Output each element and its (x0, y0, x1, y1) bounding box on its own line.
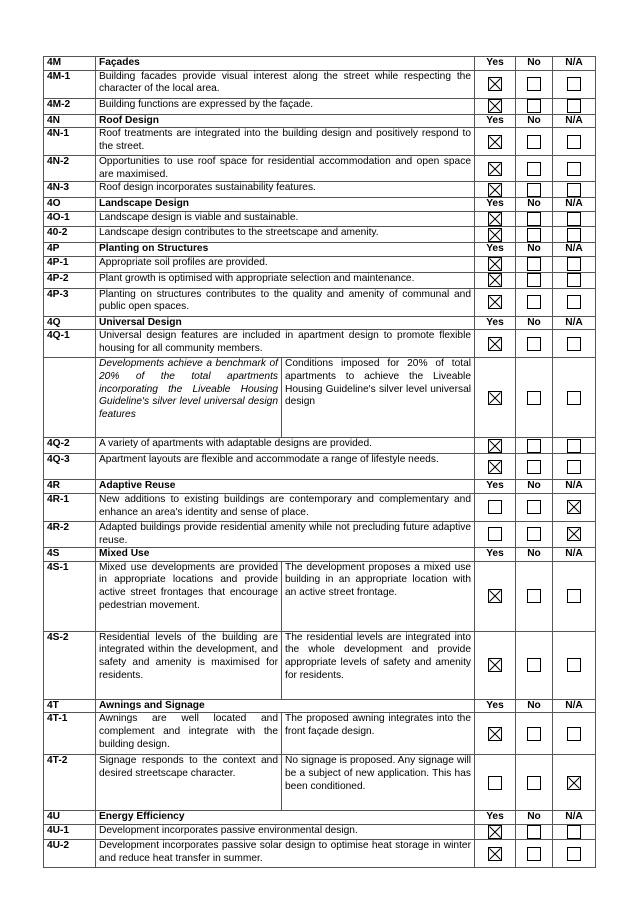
item-code: 4M-1 (44, 70, 96, 98)
na-cell (553, 256, 596, 272)
no-cell (516, 156, 553, 182)
checked-checkbox[interactable] (488, 273, 502, 287)
empty-checkbox[interactable] (567, 212, 581, 226)
empty-checkbox[interactable] (527, 228, 541, 242)
assessment-comment: The proposed awning integrates into the front façade design. (282, 713, 475, 755)
no-cell (516, 494, 553, 522)
criterion-text: Residential levels of the building are integrated within the development, and safety and amenity is maximised for residents. (96, 631, 282, 699)
checked-checkbox[interactable] (488, 183, 502, 197)
na-cell (553, 227, 596, 243)
empty-checkbox[interactable] (527, 527, 541, 541)
yes-cell (475, 825, 516, 840)
na-cell (553, 288, 596, 316)
empty-checkbox[interactable] (527, 77, 541, 91)
item-code: 40-2 (44, 227, 96, 243)
criterion-text: Roof treatments are integrated into the building design and positively respond to the street. (96, 128, 475, 156)
section-title: Universal Design (96, 316, 475, 330)
checked-checkbox[interactable] (488, 589, 502, 603)
section-code: 4Q (44, 316, 96, 330)
checked-checkbox[interactable] (488, 212, 502, 226)
empty-checkbox[interactable] (567, 228, 581, 242)
criterion-text: A variety of apartments with adaptable designs are provided. (96, 438, 475, 454)
section-header-4r (44, 480, 596, 494)
empty-checkbox[interactable] (527, 135, 541, 149)
no-cell (516, 330, 553, 358)
section-header-4p (44, 243, 596, 257)
criterion-text: Development incorporates passive solar design to optimise heat storage in winter and reduce heat transfer in summer. (96, 840, 475, 868)
yes-column-header: Yes (475, 699, 516, 713)
checked-checkbox[interactable] (567, 527, 581, 541)
empty-checkbox[interactable] (527, 847, 541, 861)
empty-checkbox[interactable] (527, 183, 541, 197)
no-cell (516, 70, 553, 98)
item-code: 4P-3 (44, 288, 96, 316)
yes-cell (475, 454, 516, 480)
section-title: Landscape Design (96, 198, 475, 212)
no-cell (516, 128, 553, 156)
empty-checkbox[interactable] (567, 135, 581, 149)
criterion-text: Landscape design contributes to the streetscape and amenity. (96, 227, 475, 243)
criterion-text: Universal design features are included in apartment design to promote flexible housing for all community members. (96, 330, 475, 358)
empty-checkbox[interactable] (527, 295, 541, 309)
no-cell (516, 840, 553, 868)
assessment-comment: The development proposes a mixed use building in an appropriate location with an active street frontage. (282, 561, 475, 631)
item-row (44, 211, 596, 226)
empty-checkbox[interactable] (567, 295, 581, 309)
criterion-text: New additions to existing buildings are contemporary and complementary and enhance an area's identity and sense of place. (96, 494, 475, 522)
na-column-header: N/A (553, 243, 596, 257)
checked-checkbox[interactable] (488, 825, 502, 839)
section-title: Mixed Use (96, 548, 475, 562)
no-column-header: No (516, 699, 553, 713)
section-header-4n (44, 114, 596, 128)
na-cell (553, 358, 596, 438)
section-title: Planting on Structures (96, 243, 475, 257)
item-row (44, 227, 596, 243)
item-code: 4S-1 (44, 561, 96, 631)
criterion-text: Apartment layouts are flexible and accommodate a range of lifestyle needs. (96, 454, 475, 480)
yes-column-header: Yes (475, 316, 516, 330)
no-cell (516, 713, 553, 755)
item-row (44, 70, 596, 98)
yes-cell (475, 494, 516, 522)
yes-cell (475, 755, 516, 811)
na-cell (553, 631, 596, 699)
item-code: 4P-1 (44, 256, 96, 272)
criterion-text: Building functions are expressed by the façade. (96, 98, 475, 114)
yes-cell (475, 256, 516, 272)
yes-column-header: Yes (475, 811, 516, 825)
section-code: 4R (44, 480, 96, 494)
no-cell (516, 182, 553, 198)
na-cell (553, 272, 596, 288)
design-compliance-table (43, 56, 596, 868)
empty-checkbox[interactable] (567, 460, 581, 474)
no-column-header: No (516, 811, 553, 825)
na-column-header: N/A (553, 699, 596, 713)
empty-checkbox[interactable] (567, 77, 581, 91)
na-cell (553, 522, 596, 548)
section-code: 4P (44, 243, 96, 257)
item-code: 4R-1 (44, 494, 96, 522)
section-code: 4N (44, 114, 96, 128)
yes-cell (475, 156, 516, 182)
checked-checkbox[interactable] (488, 727, 502, 741)
criterion-text: Developments achieve a benchmark of 20% of the total apartments incorporating the Liveable Housing Guideline's silver level universal design features (96, 358, 282, 438)
no-cell (516, 454, 553, 480)
empty-checkbox[interactable] (567, 825, 581, 839)
na-cell (553, 70, 596, 98)
no-cell (516, 825, 553, 840)
na-cell (553, 561, 596, 631)
checked-checkbox[interactable] (488, 337, 502, 351)
no-cell (516, 211, 553, 226)
section-code: 4T (44, 699, 96, 713)
empty-checkbox[interactable] (527, 439, 541, 453)
na-cell (553, 182, 596, 198)
no-cell (516, 522, 553, 548)
section-header-4u (44, 811, 596, 825)
yes-column-header: Yes (475, 198, 516, 212)
empty-checkbox[interactable] (527, 337, 541, 351)
section-code: 4O (44, 198, 96, 212)
checked-checkbox[interactable] (488, 460, 502, 474)
item-row (44, 256, 596, 272)
item-row (44, 755, 596, 811)
item-row (44, 561, 596, 631)
item-row (44, 522, 596, 548)
yes-cell (475, 288, 516, 316)
item-code: 4S-2 (44, 631, 96, 699)
item-row (44, 840, 596, 868)
no-cell (516, 256, 553, 272)
yes-cell (475, 840, 516, 868)
na-column-header: N/A (553, 114, 596, 128)
section-header-4s (44, 548, 596, 562)
yes-column-header: Yes (475, 57, 516, 71)
na-column-header: N/A (553, 480, 596, 494)
no-cell (516, 358, 553, 438)
item-row (44, 98, 596, 114)
section-title: Energy Efficiency (96, 811, 475, 825)
na-column-header: N/A (553, 57, 596, 71)
empty-checkbox[interactable] (567, 257, 581, 271)
section-header-4m (44, 57, 596, 71)
empty-checkbox[interactable] (527, 212, 541, 226)
item-row (44, 631, 596, 699)
checked-checkbox[interactable] (488, 99, 502, 113)
yes-cell (475, 358, 516, 438)
item-code: 4N-3 (44, 182, 96, 198)
empty-checkbox[interactable] (567, 727, 581, 741)
na-cell (553, 755, 596, 811)
na-column-header: N/A (553, 811, 596, 825)
item-row (44, 128, 596, 156)
item-code: 4N-1 (44, 128, 96, 156)
item-row (44, 330, 596, 358)
item-code: 4Q-2 (44, 438, 96, 454)
item-row (44, 494, 596, 522)
section-title: Awnings and Signage (96, 699, 475, 713)
empty-checkbox[interactable] (567, 658, 581, 672)
na-column-header: N/A (553, 316, 596, 330)
item-row (44, 825, 596, 840)
na-column-header: N/A (553, 198, 596, 212)
checked-checkbox[interactable] (488, 228, 502, 242)
yes-cell (475, 631, 516, 699)
assessment-comment: The residential levels are integrated into the whole development and provide appropriate levels of safety and amenity for residents. (282, 631, 475, 699)
no-cell (516, 631, 553, 699)
empty-checkbox[interactable] (567, 337, 581, 351)
na-cell (553, 454, 596, 480)
na-cell (553, 156, 596, 182)
empty-checkbox[interactable] (567, 391, 581, 405)
item-row (44, 156, 596, 182)
empty-checkbox[interactable] (527, 589, 541, 603)
checked-checkbox[interactable] (488, 295, 502, 309)
yes-cell (475, 227, 516, 243)
criterion-text: Landscape design is viable and sustainable. (96, 211, 475, 226)
item-code: 4N-2 (44, 156, 96, 182)
checked-checkbox[interactable] (488, 77, 502, 91)
empty-checkbox[interactable] (567, 99, 581, 113)
na-cell (553, 438, 596, 454)
empty-checkbox[interactable] (488, 500, 502, 514)
criterion-text: Development incorporates passive environmental design. (96, 825, 475, 840)
no-cell (516, 755, 553, 811)
checked-checkbox[interactable] (488, 658, 502, 672)
empty-checkbox[interactable] (567, 273, 581, 287)
checked-checkbox[interactable] (488, 257, 502, 271)
yes-column-header: Yes (475, 548, 516, 562)
item-code: 4O-1 (44, 211, 96, 226)
na-cell (553, 128, 596, 156)
item-code: 4P-2 (44, 272, 96, 288)
empty-checkbox[interactable] (527, 727, 541, 741)
yes-cell (475, 272, 516, 288)
yes-cell (475, 98, 516, 114)
item-code: 4U-1 (44, 825, 96, 840)
no-cell (516, 561, 553, 631)
criterion-text: Signage responds to the context and desired streetscape character. (96, 755, 282, 811)
empty-checkbox[interactable] (527, 162, 541, 176)
item-code: 4Q-3 (44, 454, 96, 480)
no-cell (516, 272, 553, 288)
empty-checkbox[interactable] (527, 99, 541, 113)
item-code: 4U-2 (44, 840, 96, 868)
criterion-text: Adapted buildings provide residential amenity while not precluding future adaptive reuse. (96, 522, 475, 548)
empty-checkbox[interactable] (567, 589, 581, 603)
no-column-header: No (516, 57, 553, 71)
empty-checkbox[interactable] (527, 460, 541, 474)
item-row (44, 358, 596, 438)
no-cell (516, 438, 553, 454)
yes-cell (475, 211, 516, 226)
item-row (44, 438, 596, 454)
yes-cell (475, 128, 516, 156)
checked-checkbox[interactable] (488, 391, 502, 405)
yes-cell (475, 561, 516, 631)
item-row (44, 713, 596, 755)
no-column-header: No (516, 548, 553, 562)
no-cell (516, 98, 553, 114)
empty-checkbox[interactable] (567, 439, 581, 453)
no-column-header: No (516, 316, 553, 330)
na-cell (553, 98, 596, 114)
checked-checkbox[interactable] (488, 847, 502, 861)
no-cell (516, 227, 553, 243)
checked-checkbox[interactable] (567, 776, 581, 790)
no-column-header: No (516, 114, 553, 128)
na-cell (553, 840, 596, 868)
empty-checkbox[interactable] (527, 257, 541, 271)
na-cell (553, 713, 596, 755)
item-code: 4M-2 (44, 98, 96, 114)
criterion-text: Mixed use developments are provided in appropriate locations and provide active street frontages that encourage pedestrian movement. (96, 561, 282, 631)
section-header-4q (44, 316, 596, 330)
empty-checkbox[interactable] (567, 183, 581, 197)
empty-checkbox[interactable] (527, 391, 541, 405)
item-code: 4Q-1 (44, 330, 96, 358)
section-title: Façades (96, 57, 475, 71)
na-column-header: N/A (553, 548, 596, 562)
yes-cell (475, 182, 516, 198)
assessment-comment: Conditions imposed for 20% of total apartments to achieve the Liveable Housing Guideline's silver level universal design (282, 358, 475, 438)
no-column-header: No (516, 243, 553, 257)
yes-cell (475, 713, 516, 755)
yes-cell (475, 438, 516, 454)
checked-checkbox[interactable] (488, 135, 502, 149)
item-code: 4R-2 (44, 522, 96, 548)
item-row (44, 272, 596, 288)
empty-checkbox[interactable] (527, 500, 541, 514)
na-cell (553, 825, 596, 840)
criterion-text: Plant growth is optimised with appropriate selection and maintenance. (96, 272, 475, 288)
no-column-header: No (516, 198, 553, 212)
checked-checkbox[interactable] (488, 162, 502, 176)
no-column-header: No (516, 480, 553, 494)
empty-checkbox[interactable] (527, 825, 541, 839)
empty-checkbox[interactable] (527, 273, 541, 287)
no-cell (516, 288, 553, 316)
empty-checkbox[interactable] (488, 776, 502, 790)
criterion-text: Planting on structures contributes to the quality and amenity of communal and public open spaces. (96, 288, 475, 316)
section-code: 4S (44, 548, 96, 562)
item-code: 4T-1 (44, 713, 96, 755)
checked-checkbox[interactable] (567, 500, 581, 514)
criterion-text: Awnings are well located and complement and integrate with the building design. (96, 713, 282, 755)
item-row (44, 182, 596, 198)
empty-checkbox[interactable] (567, 162, 581, 176)
yes-column-header: Yes (475, 243, 516, 257)
item-code (44, 358, 96, 438)
section-code: 4U (44, 811, 96, 825)
checked-checkbox[interactable] (488, 439, 502, 453)
yes-cell (475, 330, 516, 358)
criterion-text: Opportunities to use roof space for residential accommodation and open space are maximised. (96, 156, 475, 182)
item-code: 4T-2 (44, 755, 96, 811)
section-code: 4M (44, 57, 96, 71)
criterion-text: Building facades provide visual interest along the street while respecting the character of the local area. (96, 70, 475, 98)
section-title: Adaptive Reuse (96, 480, 475, 494)
assessment-comment: No signage is proposed. Any signage will be a subject of new application. This has been conditioned. (282, 755, 475, 811)
empty-checkbox[interactable] (527, 658, 541, 672)
item-row (44, 288, 596, 316)
na-cell (553, 330, 596, 358)
yes-cell (475, 70, 516, 98)
section-header-4o (44, 198, 596, 212)
na-cell (553, 211, 596, 226)
section-header-4t (44, 699, 596, 713)
criterion-text: Roof design incorporates sustainability features. (96, 182, 475, 198)
empty-checkbox[interactable] (567, 847, 581, 861)
criterion-text: Appropriate soil profiles are provided. (96, 256, 475, 272)
empty-checkbox[interactable] (488, 527, 502, 541)
yes-column-header: Yes (475, 480, 516, 494)
section-title: Roof Design (96, 114, 475, 128)
empty-checkbox[interactable] (527, 776, 541, 790)
na-cell (553, 494, 596, 522)
yes-column-header: Yes (475, 114, 516, 128)
yes-cell (475, 522, 516, 548)
item-row (44, 454, 596, 480)
